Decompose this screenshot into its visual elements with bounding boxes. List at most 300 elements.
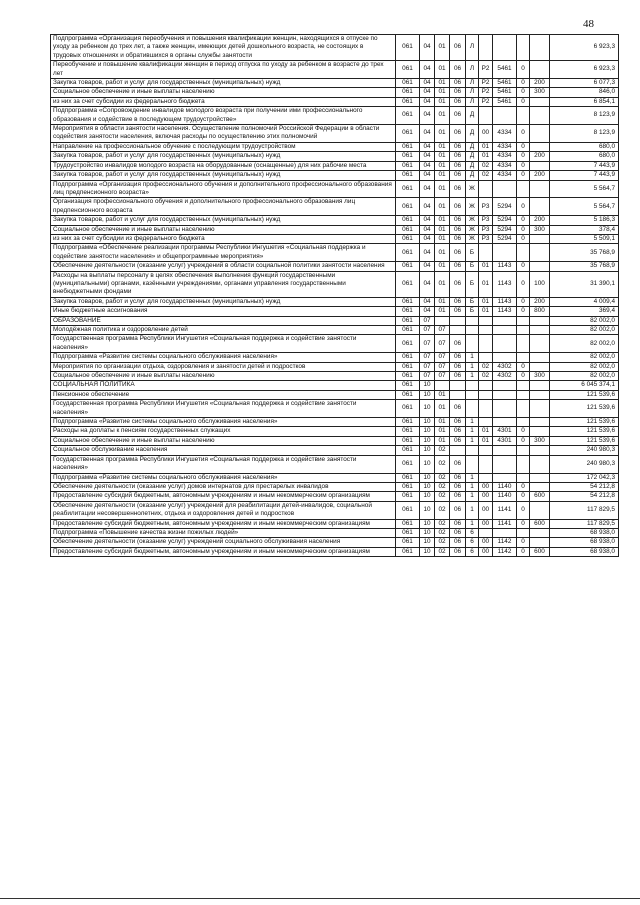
direction-code: 4334: [493, 161, 517, 170]
direction-code: 4302: [493, 362, 517, 371]
row-name: Мероприятия в области занятости населения. Осуществление полномочий Российской Федерации в области содействия занятости населения, включая расходы по осуществлению этих полномочий: [51, 125, 396, 143]
table-row: [51, 107, 619, 125]
amount: 240 980,3: [550, 455, 619, 473]
event-code: 01: [479, 436, 493, 445]
ministry-code: 061: [396, 307, 420, 316]
table-row: [51, 142, 619, 151]
extra-code: 0: [517, 171, 530, 180]
ministry-code: 061: [396, 436, 420, 445]
table-row: [51, 88, 619, 97]
extra-code: [517, 35, 530, 61]
program-code: 06: [450, 262, 466, 271]
ministry-code: 061: [396, 353, 420, 362]
extra-code: [517, 326, 530, 335]
row-name: Предоставление субсидий бюджетным, автономным учреждениям и иным некоммерческим организациям: [51, 492, 396, 501]
amount: 6 077,3: [550, 79, 619, 88]
table-row: [51, 234, 619, 243]
ministry-code: 061: [396, 455, 420, 473]
ministry-code: 061: [396, 335, 420, 353]
subsection-code: 01: [435, 297, 450, 306]
expense-type-code: [530, 244, 550, 262]
amount: 54 212,8: [550, 492, 619, 501]
subprogram-code: 6: [466, 547, 479, 556]
amount: 82 002,0: [550, 353, 619, 362]
subsection-code: 07: [435, 372, 450, 381]
subprogram-code: 1: [466, 473, 479, 482]
table-row: [51, 198, 619, 216]
program-code: 06: [450, 473, 466, 482]
section-code: 04: [420, 35, 435, 61]
direction-code: 4334: [493, 125, 517, 143]
subprogram-code: Б: [466, 244, 479, 262]
program-code: 06: [450, 216, 466, 225]
ministry-code: 061: [396, 390, 420, 399]
subsection-code: [435, 381, 450, 390]
direction-code: 5294: [493, 198, 517, 216]
table-row: [51, 35, 619, 61]
row-name: из них за счет субсидии из федерального бюджета: [51, 234, 396, 243]
subsection-code: 01: [435, 142, 450, 151]
amount: 54 212,8: [550, 482, 619, 491]
ministry-code: 061: [396, 225, 420, 234]
section-code: 10: [420, 501, 435, 519]
extra-code: [517, 107, 530, 125]
program-code: 06: [450, 528, 466, 537]
extra-code: 0: [517, 142, 530, 151]
direction-code: [493, 326, 517, 335]
row-name: Подпрограмма «Организация переобучения и повышения квалификации женщин, находящихся в отпуске по уходу за ребенком до трех лет, а также женщин, имеющих детей дошкольного возраста, не состоящих в трудовых отношениях и обратившихся в органы службы занятости: [51, 35, 396, 61]
extra-code: 0: [517, 538, 530, 547]
row-name: Мероприятия по организации отдыха, оздоровления и занятости детей и подростков: [51, 362, 396, 371]
amount: 846,0: [550, 88, 619, 97]
table-row: [51, 473, 619, 482]
event-code: [479, 455, 493, 473]
row-name: Подпрограмма «Развитие системы социального обслуживания населения»: [51, 353, 396, 362]
extra-code: 0: [517, 372, 530, 381]
subsection-code: 01: [435, 244, 450, 262]
expense-type-code: [530, 161, 550, 170]
section-code: 10: [420, 381, 435, 390]
expense-type-code: [530, 61, 550, 79]
direction-code: 4334: [493, 171, 517, 180]
section-code: 10: [420, 455, 435, 473]
table-row: [51, 492, 619, 501]
expense-type-code: [530, 142, 550, 151]
extra-code: 0: [517, 262, 530, 271]
subprogram-code: 1: [466, 519, 479, 528]
event-code: [479, 107, 493, 125]
table-row: [51, 316, 619, 325]
ministry-code: 061: [396, 216, 420, 225]
program-code: 06: [450, 142, 466, 151]
subprogram-code: [466, 446, 479, 455]
extra-code: 0: [517, 216, 530, 225]
direction-code: 1141: [493, 501, 517, 519]
expense-type-code: [530, 381, 550, 390]
event-code: [479, 381, 493, 390]
subprogram-code: Ж: [466, 198, 479, 216]
section-code: 10: [420, 547, 435, 556]
subprogram-code: 6: [466, 528, 479, 537]
table-body: [51, 35, 619, 557]
section-code: 04: [420, 161, 435, 170]
table-row: [51, 125, 619, 143]
subprogram-code: Д: [466, 171, 479, 180]
extra-code: 0: [517, 362, 530, 371]
extra-code: 0: [517, 161, 530, 170]
expense-type-code: [530, 353, 550, 362]
ministry-code: 061: [396, 161, 420, 170]
section-code: 04: [420, 271, 435, 297]
direction-code: 5294: [493, 216, 517, 225]
subsection-code: 02: [435, 538, 450, 547]
program-code: [450, 446, 466, 455]
extra-code: [517, 528, 530, 537]
amount: 121 539,6: [550, 436, 619, 445]
expense-type-code: [530, 400, 550, 418]
extra-code: [517, 455, 530, 473]
subprogram-code: Д: [466, 142, 479, 151]
amount: 378,4: [550, 225, 619, 234]
extra-code: 0: [517, 547, 530, 556]
amount: 6 854,1: [550, 97, 619, 106]
amount: 5 509,1: [550, 234, 619, 243]
row-name: Предоставление субсидий бюджетным, автономным учреждениям и иным некоммерческим организациям: [51, 519, 396, 528]
ministry-code: 061: [396, 528, 420, 537]
amount: 35 768,9: [550, 244, 619, 262]
row-name: Молодёжная политика и оздоровление детей: [51, 326, 396, 335]
table-row: [51, 307, 619, 316]
row-name: Закупка товаров, работ и услуг для государственных (муниципальных) нужд: [51, 171, 396, 180]
extra-code: 0: [517, 97, 530, 106]
section-code: 04: [420, 198, 435, 216]
expense-type-code: 200: [530, 79, 550, 88]
subsection-code: 01: [435, 61, 450, 79]
row-name: Переобучение и повышение квалификации женщин в период отпуска по уходу за ребенком в возрасте до трех лет: [51, 61, 396, 79]
subprogram-code: 1: [466, 353, 479, 362]
expense-type-code: [530, 326, 550, 335]
amount: 5 186,3: [550, 216, 619, 225]
program-code: 06: [450, 171, 466, 180]
program-code: 06: [450, 61, 466, 79]
ministry-code: 061: [396, 400, 420, 418]
section-code: 04: [420, 307, 435, 316]
subsection-code: 01: [435, 234, 450, 243]
subprogram-code: Л: [466, 35, 479, 61]
expense-type-code: [530, 316, 550, 325]
expense-type-code: 600: [530, 547, 550, 556]
amount: 82 002,0: [550, 326, 619, 335]
subprogram-code: Б: [466, 307, 479, 316]
direction-code: 1140: [493, 492, 517, 501]
expense-type-code: 200: [530, 216, 550, 225]
expense-type-code: 100: [530, 271, 550, 297]
ministry-code: 061: [396, 427, 420, 436]
direction-code: [493, 180, 517, 198]
section-code: 07: [420, 353, 435, 362]
subsection-code: 01: [435, 225, 450, 234]
subprogram-code: 1: [466, 501, 479, 519]
subsection-code: 02: [435, 455, 450, 473]
table-row: [51, 390, 619, 399]
direction-code: 1143: [493, 307, 517, 316]
row-name: Направление на профессиональное обучение с последующим трудоустройством: [51, 142, 396, 151]
amount: 680,0: [550, 142, 619, 151]
page-number: 48: [583, 18, 594, 30]
section-code: 04: [420, 297, 435, 306]
amount: 121 539,6: [550, 418, 619, 427]
subprogram-code: Л: [466, 61, 479, 79]
subprogram-code: Л: [466, 88, 479, 97]
program-code: 06: [450, 436, 466, 445]
bottom-rule: [0, 898, 640, 899]
row-name: Пенсионное обеспечение: [51, 390, 396, 399]
event-code: [479, 446, 493, 455]
subprogram-code: Л: [466, 97, 479, 106]
row-name: Обеспечение деятельности (оказание услуг) учреждений в области социальной политики занятости населения: [51, 262, 396, 271]
direction-code: 5461: [493, 88, 517, 97]
ministry-code: 061: [396, 326, 420, 335]
event-code: [479, 326, 493, 335]
subprogram-code: 6: [466, 538, 479, 547]
ministry-code: 061: [396, 61, 420, 79]
ministry-code: 061: [396, 316, 420, 325]
program-code: 06: [450, 455, 466, 473]
subsection-code: 02: [435, 482, 450, 491]
amount: 121 539,6: [550, 427, 619, 436]
row-name: Государственная программа Республики Ингушетия «Социальная поддержка и содействие занятости населения»: [51, 335, 396, 353]
section-code: 04: [420, 61, 435, 79]
subsection-code: 01: [435, 35, 450, 61]
program-code: 06: [450, 107, 466, 125]
table-row: [51, 538, 619, 547]
event-code: 02: [479, 171, 493, 180]
amount: 121 539,6: [550, 390, 619, 399]
expense-type-code: [530, 501, 550, 519]
subsection-code: 07: [435, 326, 450, 335]
expense-type-code: 300: [530, 225, 550, 234]
subsection-code: 01: [435, 180, 450, 198]
extra-code: [517, 353, 530, 362]
row-name: Организация профессионального обучения и дополнительного профессионального образования лиц предпенсионного возраста: [51, 198, 396, 216]
amount: 6 045 374,1: [550, 381, 619, 390]
ministry-code: 061: [396, 271, 420, 297]
table-row: [51, 152, 619, 161]
program-code: [450, 316, 466, 325]
subprogram-code: Л: [466, 79, 479, 88]
subsection-code: 01: [435, 125, 450, 143]
direction-code: [493, 35, 517, 61]
direction-code: 1140: [493, 482, 517, 491]
program-code: 06: [450, 427, 466, 436]
subprogram-code: Б: [466, 262, 479, 271]
section-code: 04: [420, 88, 435, 97]
subsection-code: 01: [435, 436, 450, 445]
row-name: Иные бюджетные ассигнования: [51, 307, 396, 316]
ministry-code: 061: [396, 107, 420, 125]
section-code: 04: [420, 171, 435, 180]
amount: 8 123,9: [550, 125, 619, 143]
expense-type-code: [530, 528, 550, 537]
expense-type-code: [530, 418, 550, 427]
expense-type-code: [530, 482, 550, 491]
extra-code: 0: [517, 427, 530, 436]
extra-code: [517, 418, 530, 427]
subprogram-code: Ж: [466, 180, 479, 198]
table-row: [51, 171, 619, 180]
subsection-code: 07: [435, 353, 450, 362]
program-code: 06: [450, 234, 466, 243]
program-code: 06: [450, 161, 466, 170]
direction-code: 4334: [493, 142, 517, 151]
program-code: 06: [450, 538, 466, 547]
table-row: [51, 225, 619, 234]
direction-code: [493, 400, 517, 418]
row-name: Подпрограмма «Организация профессионального обучения и дополнительного профессионального образования лиц предпенсионного возраста»: [51, 180, 396, 198]
subsection-code: 01: [435, 400, 450, 418]
ministry-code: 061: [396, 492, 420, 501]
section-code: 04: [420, 97, 435, 106]
table-row: [51, 362, 619, 371]
section-code: 07: [420, 326, 435, 335]
extra-code: [517, 180, 530, 198]
subsection-code: 02: [435, 492, 450, 501]
expense-type-code: 300: [530, 88, 550, 97]
amount: 7 443,9: [550, 171, 619, 180]
subprogram-code: Б: [466, 271, 479, 297]
extra-code: 0: [517, 297, 530, 306]
row-name: Обеспечение деятельности (оказание услуг) учреждений для реабилитации детей-инвалидов, социальной реабилитации несовершеннолетних, отдыха и оздоровления детей и подростков: [51, 501, 396, 519]
row-name: СОЦИАЛЬНАЯ ПОЛИТИКА: [51, 381, 396, 390]
amount: 240 980,3: [550, 446, 619, 455]
table-row: [51, 446, 619, 455]
row-name: Подпрограмма «Развитие системы социального обслуживания населения»: [51, 473, 396, 482]
direction-code: 1143: [493, 271, 517, 297]
row-name: Социальное обеспечение и иные выплаты населению: [51, 372, 396, 381]
section-code: 04: [420, 125, 435, 143]
table-row: [51, 482, 619, 491]
row-name: Закупка товаров, работ и услуг для государственных (муниципальных) нужд: [51, 152, 396, 161]
extra-code: [517, 400, 530, 418]
subprogram-code: Ж: [466, 216, 479, 225]
section-code: 10: [420, 482, 435, 491]
row-name: Подпрограмма «Повышение качества жизни пожилых людей»: [51, 528, 396, 537]
direction-code: [493, 473, 517, 482]
amount: 6 923,3: [550, 61, 619, 79]
subprogram-code: [466, 455, 479, 473]
event-code: [479, 316, 493, 325]
extra-code: [517, 390, 530, 399]
direction-code: [493, 335, 517, 353]
subprogram-code: 1: [466, 372, 479, 381]
program-code: 06: [450, 335, 466, 353]
section-code: 10: [420, 519, 435, 528]
direction-code: 4302: [493, 372, 517, 381]
ministry-code: 061: [396, 142, 420, 151]
row-name: Закупка товаров, работ и услуг для государственных (муниципальных) нужд: [51, 297, 396, 306]
expense-type-code: [530, 97, 550, 106]
event-code: 00: [479, 482, 493, 491]
subsection-code: 02: [435, 547, 450, 556]
subsection-code: 02: [435, 446, 450, 455]
subsection-code: 01: [435, 262, 450, 271]
row-name: Социальное обеспечение и иные выплаты населению: [51, 436, 396, 445]
ministry-code: 061: [396, 372, 420, 381]
event-code: 00: [479, 501, 493, 519]
ministry-code: 061: [396, 171, 420, 180]
subprogram-code: 1: [466, 427, 479, 436]
row-name: Государственная программа Республики Ингушетия «Социальная поддержка и содействие занятости населения»: [51, 400, 396, 418]
subsection-code: 01: [435, 88, 450, 97]
subsection-code: 01: [435, 418, 450, 427]
subsection-code: 07: [435, 335, 450, 353]
table-row: [51, 547, 619, 556]
event-code: Р2: [479, 61, 493, 79]
expense-type-code: [530, 234, 550, 243]
direction-code: [493, 390, 517, 399]
amount: 31 390,1: [550, 271, 619, 297]
extra-code: 0: [517, 482, 530, 491]
program-code: 06: [450, 244, 466, 262]
expense-type-code: 600: [530, 492, 550, 501]
section-code: 10: [420, 390, 435, 399]
subsection-code: 02: [435, 501, 450, 519]
direction-code: 1141: [493, 519, 517, 528]
direction-code: 1143: [493, 297, 517, 306]
event-code: [479, 353, 493, 362]
subsection-code: 01: [435, 107, 450, 125]
subsection-code: [435, 316, 450, 325]
section-code: 10: [420, 400, 435, 418]
table-row: [51, 418, 619, 427]
section-code: 10: [420, 418, 435, 427]
table-row: [51, 335, 619, 353]
table-row: [51, 326, 619, 335]
amount: 7 443,9: [550, 161, 619, 170]
ministry-code: 061: [396, 125, 420, 143]
subsection-code: 02: [435, 528, 450, 537]
event-code: 01: [479, 152, 493, 161]
amount: 680,0: [550, 152, 619, 161]
row-name: Социальное обслуживание населения: [51, 446, 396, 455]
subsection-code: 02: [435, 519, 450, 528]
event-code: Р3: [479, 216, 493, 225]
event-code: 01: [479, 307, 493, 316]
subsection-code: 01: [435, 427, 450, 436]
program-code: 06: [450, 307, 466, 316]
ministry-code: 061: [396, 297, 420, 306]
direction-code: [493, 316, 517, 325]
program-code: [450, 390, 466, 399]
direction-code: [493, 418, 517, 427]
program-code: 06: [450, 97, 466, 106]
event-code: 01: [479, 262, 493, 271]
amount: 68 938,0: [550, 538, 619, 547]
event-code: 00: [479, 538, 493, 547]
ministry-code: 061: [396, 547, 420, 556]
section-code: 10: [420, 436, 435, 445]
direction-code: 4334: [493, 152, 517, 161]
expense-type-code: [530, 362, 550, 371]
amount: 5 564,7: [550, 180, 619, 198]
extra-code: [517, 381, 530, 390]
subsection-code: 01: [435, 271, 450, 297]
ministry-code: 061: [396, 381, 420, 390]
subsection-code: 01: [435, 97, 450, 106]
direction-code: 4301: [493, 436, 517, 445]
extra-code: 0: [517, 519, 530, 528]
amount: 5 564,7: [550, 198, 619, 216]
